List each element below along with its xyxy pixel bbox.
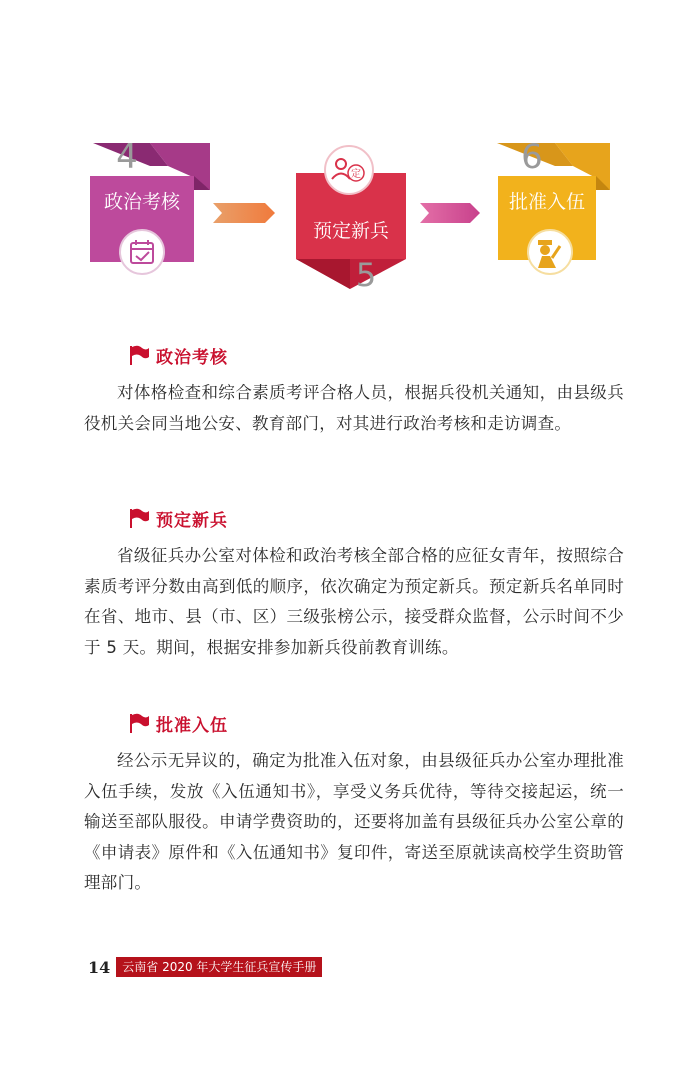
handbook-title: 云南省 2020 年大学生征兵宣传手册: [116, 957, 322, 977]
page-footer: [88, 957, 322, 977]
section-body: 省级征兵办公室对体检和政治考核全部合格的应征女青年，按照综合素质考评分数由高到低的顺序，依次确定为预定新兵。预定新兵名单同时在省、地市、县（市、区）三级张榜公示，接受群众监督，公示时间不少于 5 天。期间，根据安排参加新兵役前教育训练。: [84, 546, 624, 657]
step-6-label: 批准入伍: [508, 191, 586, 213]
section-heading: [128, 342, 624, 368]
section-political-review: [84, 342, 624, 439]
step-4-label: 政治考核: [103, 191, 181, 213]
flow-step-5: [296, 146, 406, 294]
stamp-char: 定: [351, 169, 361, 180]
section-title: 批准入伍: [156, 715, 228, 736]
step-5-number: 5: [355, 256, 377, 294]
red-flag-icon: [128, 344, 150, 366]
flow-step-4: [90, 137, 210, 274]
flow-step-6: [497, 137, 610, 274]
step-4-number: 4: [116, 137, 138, 177]
step-5-label: 预定新兵: [312, 220, 390, 242]
section-pre-recruit: [84, 505, 624, 663]
section-title: 政治考核: [156, 347, 228, 368]
section-heading: [128, 505, 624, 531]
section-body: 对体格检查和综合素质考评合格人员，根据兵役机关通知，由县级兵役机关会同当地公安、教育部门，对其进行政治考核和走访调查。: [84, 383, 624, 433]
red-flag-icon: [128, 507, 150, 529]
calendar-check-icon: [120, 230, 164, 274]
section-title: 预定新兵: [156, 510, 228, 531]
user-stamp-icon: [325, 146, 373, 194]
step-6-number: 6: [521, 137, 543, 177]
process-flow: [0, 0, 700, 300]
section-enlistment-approval: [84, 710, 624, 899]
soldier-salute-icon: [528, 230, 572, 274]
section-heading: [128, 710, 624, 736]
section-body: 经公示无异议的，确定为批准入伍对象，由县级征兵办公室办理批准入伍手续，发放《入伍通知书》，享受义务兵优待，等待交接起运，统一输送至部队服役。申请学费资助的，还要将加盖有县级征兵办公室公章的《申请表》原件和《入伍通知书》复印件，寄送至原就读高校学生资助管理部门。: [84, 751, 624, 892]
red-flag-icon: [128, 712, 150, 734]
page-number: 14: [88, 957, 111, 977]
flow-arrow-2: [420, 203, 480, 223]
flow-arrow-1: [213, 203, 275, 223]
